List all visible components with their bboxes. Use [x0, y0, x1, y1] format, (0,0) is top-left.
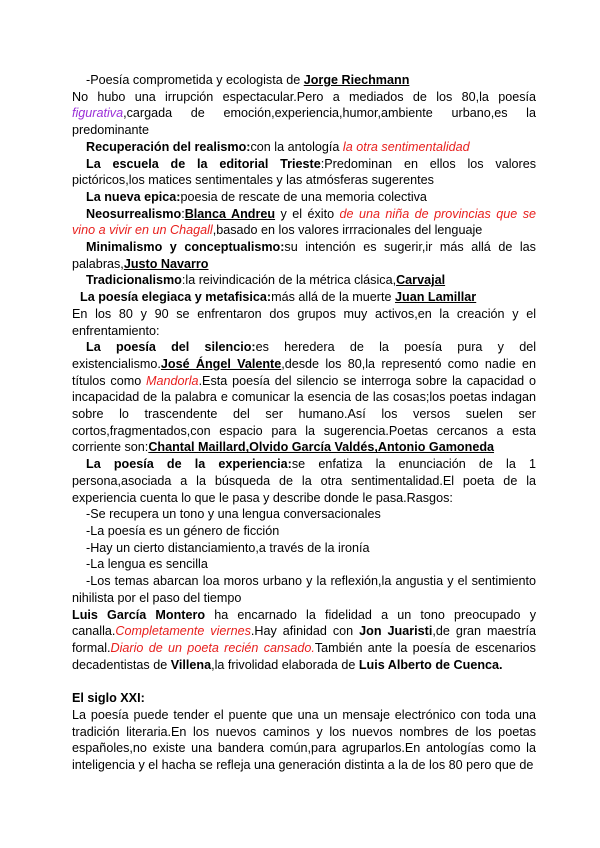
- list-item-text: -La lengua es sencilla: [86, 557, 208, 572]
- paragraph-neosurrealismo: [72, 206, 536, 239]
- movement-label: Neosurrealismo: [86, 206, 182, 221]
- text: se enfatiza la enunciación de la 1 persona,asociada a la búsqueda de la otra sentimentalidad.El poeta de la experiencia cuenta lo que le pasa y describe donde le pasa.Rasgos:: [72, 457, 536, 505]
- work-title: Diario de un poeta recién cansado.: [110, 640, 315, 655]
- paragraph-comprometida: [72, 72, 536, 89]
- author-name: Justo Navarro: [123, 256, 209, 271]
- text: .Hay afinidad con: [250, 624, 360, 639]
- list-item: [72, 573, 536, 606]
- movement-label: La poesía del silencio:: [86, 340, 256, 355]
- section-heading: El siglo XXI:: [72, 691, 145, 706]
- list-item: [72, 540, 536, 557]
- text: ,basado en los valores irrracionales del lenguaje: [212, 223, 483, 238]
- text: .Esta poesía del silencio se interroga sobre la capacidad o incapacidad de la palabra e comunicar la esencia de las cosas;los poetas indagan sobre lo trascendente del ser humano.Así los versos suelen ser cortos,fragmentados,con espacio para la sugerencia.Poetas cercanos a esta corriente son:: [72, 373, 536, 455]
- anthology-title: la otra sentimentalidad: [342, 139, 470, 154]
- author-name: Luis Alberto de Cuenca.: [358, 657, 503, 672]
- paragraph-elegiaca: [72, 289, 536, 306]
- author-name: Luis García Montero: [72, 607, 206, 622]
- paragraph-80s: [72, 89, 536, 139]
- author-name: Villena: [170, 657, 212, 672]
- author-name: Juan Lamillar: [395, 290, 477, 305]
- text: más allá de la muerte: [271, 290, 396, 305]
- list-item-text: -La poesía es un género de ficción: [86, 523, 280, 538]
- list-item: [72, 506, 536, 523]
- text: -Poesía comprometida y ecologista de: [86, 73, 304, 87]
- paragraph-experiencia: [72, 456, 536, 506]
- list-item-text: -Hay un cierto distanciamiento,a través de la ironía: [86, 540, 370, 555]
- movement-label: Tradicionalismo: [86, 273, 182, 288]
- text: :la reivindicación de la métrica clásica,: [181, 273, 397, 288]
- paragraph-trieste: [72, 156, 536, 189]
- text: su intención es sugerir,ir más allá de las palabras,: [72, 240, 536, 271]
- list-item: [72, 523, 536, 540]
- author-name: Carvajal: [396, 273, 446, 288]
- author-names: Chantal Maillard,Olvido García Valdés,Antonio Gamoneda: [148, 440, 495, 455]
- paragraph-silencio: [72, 339, 536, 456]
- movement-label: La escuela de la editorial Trieste: [86, 156, 321, 171]
- text: :: [181, 206, 185, 221]
- paragraph-siglo-xxi: [72, 707, 536, 774]
- text: ,de gran maestría formal.: [72, 624, 537, 655]
- text: ,la frivolidad elaborada de: [211, 657, 359, 672]
- movement-label: La poesía elegiaca y metafisica:: [80, 290, 272, 305]
- movement-label: Minimalismo y conceptualismo:: [86, 240, 285, 255]
- movement-label: La poesía de la experiencia:: [86, 457, 292, 472]
- paragraph-montero: [72, 607, 536, 674]
- paragraph-minimalismo: [72, 239, 536, 272]
- paragraph-realismo: [72, 139, 536, 156]
- work-title: Completamente viernes: [115, 624, 251, 639]
- text: poesia de rescate de una memoria colectiva: [180, 189, 427, 204]
- author-name: Jorge Riechmann: [303, 73, 410, 87]
- spacer: [72, 673, 536, 690]
- emphasis-term: figurativa: [72, 106, 124, 121]
- work-title: de una niña de provincias que se vino a vivir en un Chagall: [72, 206, 536, 238]
- paragraph-tradicionalismo: [72, 272, 536, 289]
- text: ,cargada de emoción,experiencia,humor,ambiente urbano,es la predominante: [72, 106, 536, 138]
- text: y el éxito: [275, 206, 340, 221]
- text: :Predominan en ellos los valores pictóricos,los matices sentimentales y las atmósferas sugerentes: [72, 156, 536, 188]
- text: La poesía puede tender el puente que una un mensaje electrónico con toda una tradición literaria.En los nuevos caminos y los nuevos nombres de los poetas españoles,no existe una bandera común,para agruparlos.En antologías como la inteligencia y el hacha se refleja una generación distinta a la de los 80 pero que de: [72, 708, 536, 773]
- paragraph-epica: [72, 189, 536, 206]
- text: También ante la poesía de escenarios decadentistas de: [72, 640, 536, 672]
- text: ,desde los 80,la representó como nadie en títulos como: [72, 356, 536, 388]
- paragraph-80-90: [72, 306, 536, 339]
- movement-label: La nueva epica:: [86, 189, 181, 204]
- work-title: Mandorla: [146, 373, 199, 388]
- list-item: [72, 556, 536, 573]
- author-name: Blanca Andreu: [184, 206, 276, 221]
- text: es heredera de la poesía pura y del existencialismo.: [72, 340, 537, 371]
- author-name: Jon Juaristi: [359, 624, 433, 639]
- text: En los 80 y 90 se enfrentaron dos grupos muy activos,en la creación y el enfrentamiento:: [72, 306, 536, 338]
- list-item-text: -Los temas abarcan loa moros urbano y la reflexión,la angustia y el sentimiento nihilista por el paso del tiempo: [72, 574, 536, 605]
- author-name: José Ángel Valente: [160, 356, 282, 371]
- text: con la antología: [250, 139, 343, 154]
- text: ha encarnado la fidelidad a un tono preocupado y canalla.: [72, 607, 537, 639]
- movement-label: Recuperación del realismo:: [86, 139, 251, 154]
- text: No hubo una irrupción espectacular.Pero a mediados de los 80,la poesía: [72, 89, 536, 104]
- list-item-text: -Se recupera un tono y una lengua conversacionales: [86, 507, 381, 522]
